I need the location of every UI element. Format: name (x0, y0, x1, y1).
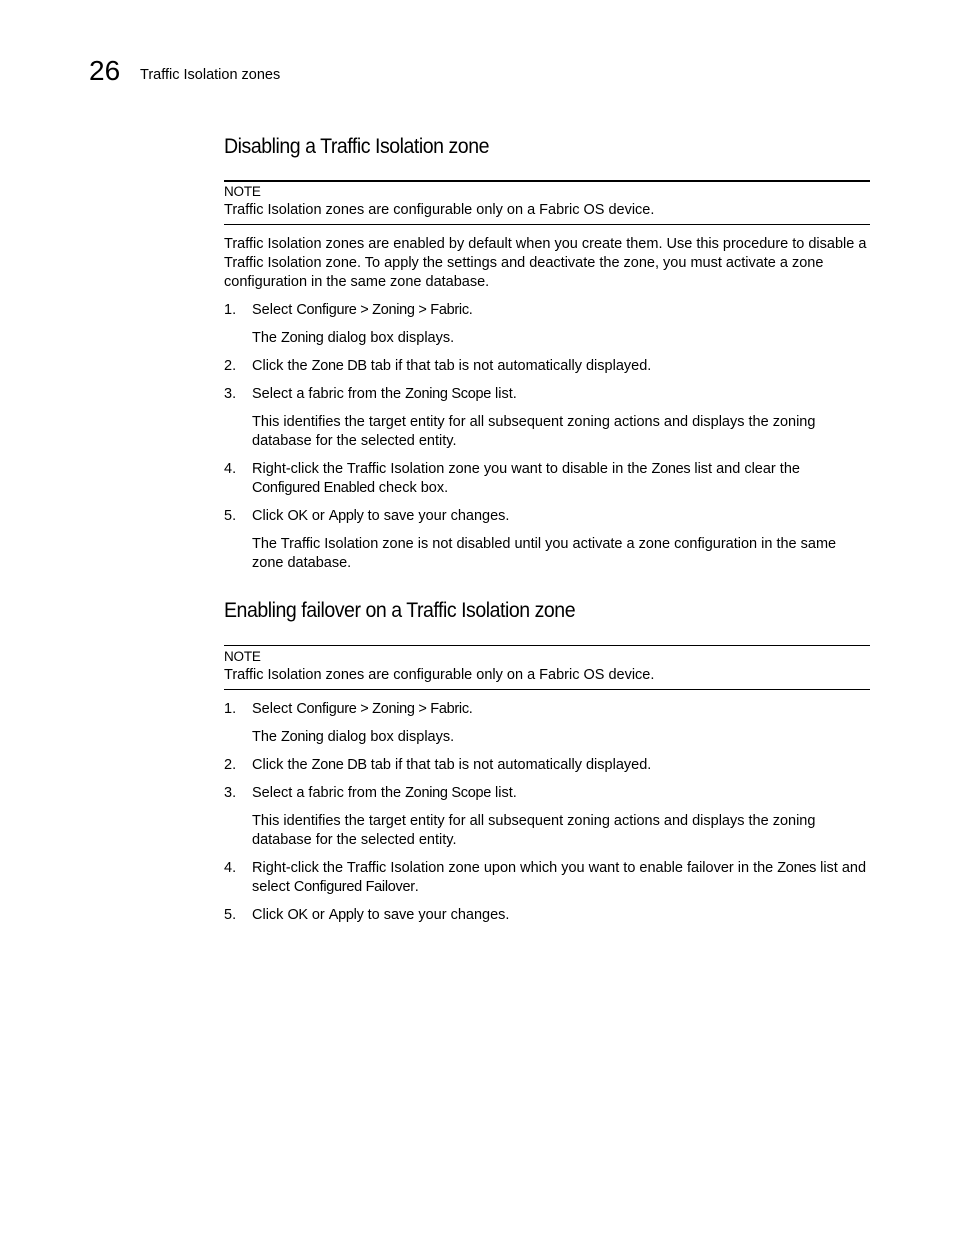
step-number: 1. (224, 701, 237, 717)
step-text: Select a fabric from the Zoning Scope list. (252, 386, 517, 402)
note-rule-top (224, 180, 870, 182)
ui-term: Zones (651, 461, 691, 477)
step-number: 4. (224, 461, 237, 477)
step-text: Right-click the Traffic Isolation zone you want to disable in the Zones list and clear the Configured Enabled check box. (252, 461, 800, 496)
step-sub-paragraph: The Zoning dialog box displays. (252, 729, 455, 745)
step-number: 3. (224, 785, 237, 801)
step-sub-paragraph: The Traffic Isolation zone is not disabled until you activate a zone configuration in the same zone database. (252, 536, 837, 571)
ui-term: Zones (777, 860, 817, 876)
step-number: 2. (224, 358, 237, 374)
ui-term: Zoning Scope (405, 386, 492, 402)
section-heading-disabling: Disabling a Traffic Isolation zone (224, 135, 490, 158)
step-sub-paragraph: This identifies the target entity for all subsequent zoning actions and displays the zoning database for the selected entity. (252, 813, 816, 848)
ui-term: Apply (328, 907, 364, 923)
ui-term: Zoning Scope (405, 785, 492, 801)
step-text: Click the Zone DB tab if that tab is not automatically displayed. (252, 757, 652, 773)
note-box (224, 183, 870, 219)
step-text: Select Configure > Zoning > Fabric. (252, 701, 473, 717)
step-text: Click OK or Apply to save your changes. (252, 907, 510, 923)
note-label: NOTE (224, 649, 261, 664)
step-number: 4. (224, 860, 237, 876)
step-number: 5. (224, 907, 237, 923)
step-text: Click OK or Apply to save your changes. (252, 508, 510, 524)
note-box (224, 648, 870, 684)
section-heading-enabling-failover: Enabling failover on a Traffic Isolation zone (224, 599, 576, 622)
chapter-title: Traffic Isolation zones (140, 67, 281, 83)
intro-paragraph: Traffic Isolation zones are enabled by default when you create them. Use this procedure to disable a Traffic Isolation zone. To apply the settings and deactivate the zone, you must activate a zone configuration in the same zone database. (224, 236, 867, 290)
note-label: NOTE (224, 184, 261, 199)
ui-term: OK (287, 508, 308, 524)
step-number: 5. (224, 508, 237, 524)
ui-term: Zoning (281, 330, 324, 346)
step-text: Select Configure > Zoning > Fabric. (252, 302, 473, 318)
note-text: Traffic Isolation zones are configurable only on a Fabric OS device. (224, 667, 655, 683)
ui-term: Zoning (281, 729, 324, 745)
step-text: Select a fabric from the Zoning Scope list. (252, 785, 517, 801)
step-sub-paragraph: The Zoning dialog box displays. (252, 330, 455, 346)
ui-term: Configure > Zoning > Fabric (296, 302, 469, 318)
ui-term: Configured Failover (293, 879, 415, 895)
note-rule-top (224, 645, 870, 646)
ui-term: Configure > Zoning > Fabric (296, 701, 469, 717)
ui-term: Zone DB (311, 757, 367, 773)
step-number: 2. (224, 757, 237, 773)
ui-term: Configured Enabled (252, 480, 375, 496)
step-text: Right-click the Traffic Isolation zone upon which you want to enable failover in the Zones list and select Configured Failover. (252, 860, 867, 895)
step-number: 1. (224, 302, 237, 318)
step-text: Click the Zone DB tab if that tab is not automatically displayed. (252, 358, 652, 374)
note-rule-bottom (224, 224, 870, 225)
ui-term: Apply (328, 508, 364, 524)
ui-term: Zone DB (311, 358, 367, 374)
step-number: 3. (224, 386, 237, 402)
step-sub-paragraph: This identifies the target entity for all subsequent zoning actions and displays the zoning database for the selected entity. (252, 414, 816, 449)
note-text: Traffic Isolation zones are configurable only on a Fabric OS device. (224, 202, 655, 218)
ui-term: OK (287, 907, 308, 923)
chapter-number: 26 (89, 55, 121, 86)
note-rule-bottom (224, 689, 870, 690)
